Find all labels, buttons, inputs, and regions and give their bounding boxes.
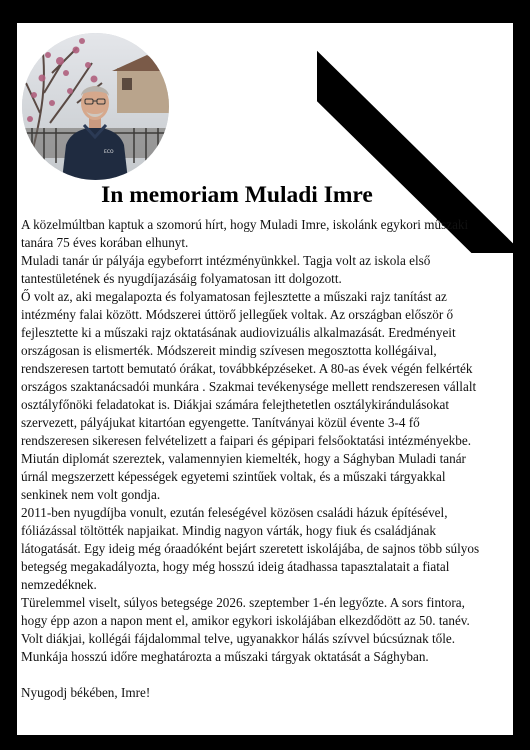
paragraph [21,684,511,702]
paragraph [21,594,511,666]
paragraph [21,288,511,504]
text-line: senkinek nem volt gondja. [21,487,161,502]
memorial-card [17,23,513,735]
text-line: Miután diplomát szereztek, valamennyien kiemelték, hogy a Sághyban Muladi tanár [21,451,466,466]
portrait-photo [22,33,169,180]
text-line: A közelmúltban kaptuk a szomorú hírt, hogy Muladi Imre, iskolánk egykori műszaki [21,217,469,232]
text-line: intézmény falai között. Módszerei úttörő jellegűek voltak. Az országban először ő [21,307,454,322]
text-line: nemzedéknek. [21,577,97,592]
text-line: tantestületének és nyugdíjazásáig folyamatosan itt dolgozott. [21,271,342,286]
obituary-text [21,216,511,702]
text-line: országosan is elismerték. Módszereit mindig szívesen megosztotta kollégáival, [21,343,437,358]
house-wall [117,68,169,113]
text-line: tanára 75 éves korában elhunyt. [21,235,189,250]
paragraph [21,666,511,684]
text-line: rendszeresen tartott bemutató órákat, továbbképzéseket. A 80-as évek végén felkérték [21,361,473,376]
text-line: hogy épp azon a napon ment el, amikor egykori iskolájában elkezdődött az 50. tanév. [21,613,470,628]
text-line: betegség megakadályozta, hogy még hosszú ideig átadhassa tapasztalatait a fiatal [21,559,450,574]
text-line: Nyugodj békében, Imre! [21,685,151,700]
portrait-illustration [22,33,169,180]
text-line: szervezett, pályájukat kitartóan egyengette. Tanítványai közül évente 3-4 fő [21,415,420,430]
text-line: osztályfőnöki feladatokat is. Diákjai számára felejthetetlen osztálykirándulásokat [21,397,450,412]
paragraph [21,252,511,288]
text-line: Muladi tanár úr pályája egybeforrt intézményünkkel. Tagja volt az iskola első [21,253,431,268]
paragraph [21,216,511,252]
text-line: országos szaktanácsadói munkára . Szakmai tevékenysége mellett rendszeresen vállalt [21,379,477,394]
text-line: Munkája hosszú időre meghatározta a műszaki tárgyak oktatását a Sághyban. [21,649,429,664]
text-line: Türelemmel viselt, súlyos betegsége 2026. szeptember 1-én legyőzte. A sors fintora, [21,595,465,610]
text-line: úrnál megszerzett képességek egyetemi szintűek voltak, és a műszaki tárgyakkal [21,469,446,484]
text-line: 2011-ben nyugdíjba vonult, ezután feleségével közösen családi házuk építésével, [21,505,448,520]
text-line: Ő volt az, aki megalapozta és folyamatosan fejlesztette a műszaki rajz tanítást az [21,289,447,304]
text-line: látogatását. Egy ideig még óraadóként bejárt szeretett iskolájába, de sajnos több súlyos [21,541,480,556]
text-line: rendszeresen sikeresen felvételizett a faipari és gépipari felsőoktatási intézményekbe. [21,433,471,448]
jacket-logo: ECO [104,150,114,155]
paragraph [21,504,511,594]
text-line: fóliázással töltötték napjaikat. Mindig nagyon várták, hogy fiuk és családjának [21,523,436,538]
text-line: Volt diákjai, kollégái fájdalommal telve, ugyanakkor hálás szívvel búcsúznak tőle. [21,631,456,646]
page-title: In memoriam Muladi Imre [101,182,373,208]
text-line: fejlesztette ki a műszaki rajz oktatásának audiovizuális alkalmazását. Eredményeit [21,325,456,340]
